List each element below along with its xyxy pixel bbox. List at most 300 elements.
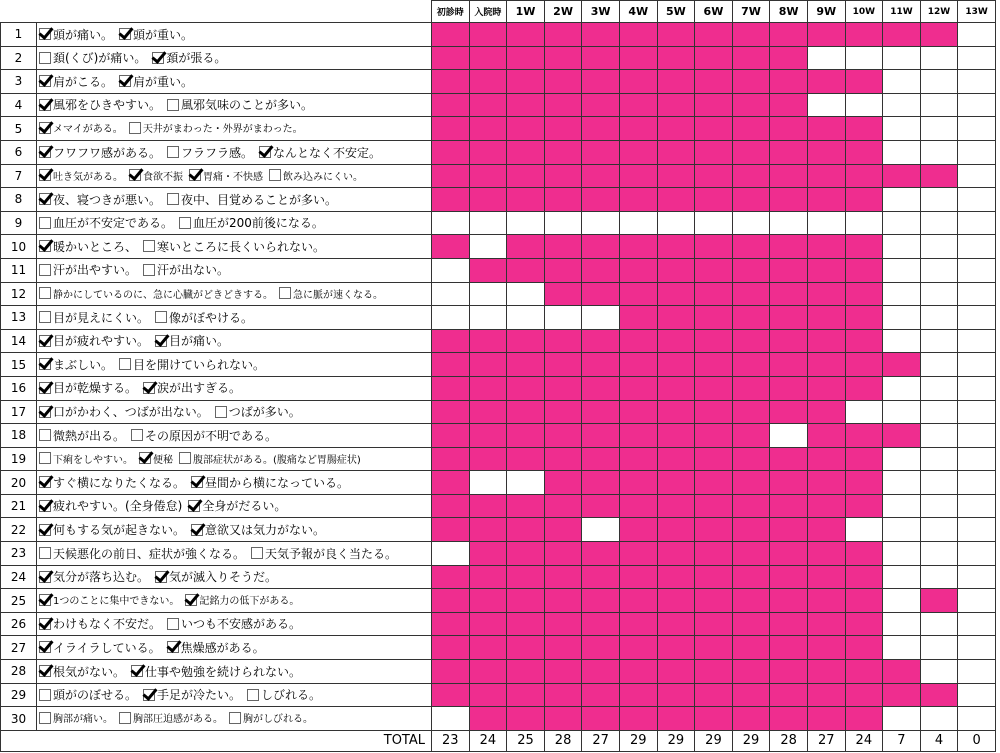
- symptom-absent-cell: [958, 589, 996, 613]
- symptom-present-cell: [807, 683, 845, 707]
- symptom-absent-cell: [432, 258, 470, 282]
- symptom-present-cell: [544, 400, 582, 424]
- symptom-present-cell: [469, 164, 507, 188]
- symptom-item: [189, 168, 263, 183]
- symptom-item: [39, 214, 173, 231]
- symptom-present-cell: [432, 376, 470, 400]
- symptom-absent-cell: [657, 211, 695, 235]
- symptom-present-cell: [544, 23, 582, 47]
- symptom-row: [1, 23, 996, 47]
- symptom-present-cell: [582, 707, 620, 731]
- checked-checkbox[interactable]: [39, 524, 51, 536]
- symptom-present-cell: [845, 683, 883, 707]
- symptom-present-cell: [432, 636, 470, 660]
- symptom-absent-cell: [920, 565, 958, 589]
- checked-checkbox[interactable]: [39, 99, 51, 111]
- symptom-present-cell: [695, 306, 733, 330]
- symptom-present-cell: [807, 612, 845, 636]
- symptom-present-cell: [544, 188, 582, 212]
- symptom-label: 汗が出やすい。: [53, 263, 138, 278]
- checked-checkbox[interactable]: [39, 476, 51, 488]
- symptom-item: [39, 403, 209, 420]
- symptom-cell: [37, 612, 432, 636]
- checked-checkbox[interactable]: [143, 382, 155, 394]
- symptom-present-cell: [469, 683, 507, 707]
- unchecked-checkbox[interactable]: [167, 99, 179, 111]
- symptom-present-cell: [807, 329, 845, 353]
- checked-checkbox[interactable]: [39, 146, 51, 158]
- symptom-present-cell: [619, 306, 657, 330]
- checked-checkbox[interactable]: [139, 452, 151, 464]
- symptom-present-cell: [770, 471, 808, 495]
- unchecked-checkbox[interactable]: [119, 712, 131, 724]
- symptom-present-cell: [507, 376, 545, 400]
- symptom-absent-cell: [432, 211, 470, 235]
- total-value: 0: [958, 730, 996, 751]
- symptom-row: [1, 117, 996, 141]
- symptom-row: [1, 683, 996, 707]
- symptom-present-cell: [432, 471, 470, 495]
- checked-checkbox[interactable]: [39, 335, 51, 347]
- symptom-label: 焦燥感がある。: [180, 640, 265, 655]
- symptom-absent-cell: [883, 211, 921, 235]
- symptom-absent-cell: [920, 494, 958, 518]
- symptom-label: フラフラ感。: [181, 145, 254, 160]
- symptom-present-cell: [507, 46, 545, 70]
- unchecked-checkbox[interactable]: [131, 429, 143, 441]
- symptom-present-cell: [469, 376, 507, 400]
- total-value: 23: [432, 730, 470, 751]
- checked-checkbox[interactable]: [167, 641, 179, 653]
- symptom-present-cell: [695, 70, 733, 94]
- checked-checkbox[interactable]: [39, 382, 51, 394]
- checked-checkbox[interactable]: [189, 169, 201, 181]
- symptom-present-cell: [582, 636, 620, 660]
- symptom-present-cell: [544, 589, 582, 613]
- unchecked-checkbox[interactable]: [229, 712, 241, 724]
- symptom-cell: [37, 424, 432, 448]
- symptom-item: [39, 238, 137, 255]
- symptom-item: [39, 191, 161, 208]
- symptom-absent-cell: [883, 235, 921, 259]
- symptom-label: 頚が張る。: [166, 51, 227, 66]
- unchecked-checkbox[interactable]: [247, 689, 259, 701]
- symptom-label: 汗が出ない。: [157, 263, 230, 278]
- unchecked-checkbox[interactable]: [167, 193, 179, 205]
- symptom-present-cell: [770, 683, 808, 707]
- symptom-absent-cell: [958, 282, 996, 306]
- checked-checkbox[interactable]: [39, 122, 51, 134]
- symptom-present-cell: [695, 140, 733, 164]
- symptom-present-cell: [507, 683, 545, 707]
- unchecked-checkbox[interactable]: [179, 452, 191, 464]
- symptom-present-cell: [695, 471, 733, 495]
- symptom-present-cell: [619, 353, 657, 377]
- symptom-present-cell: [845, 612, 883, 636]
- symptom-present-cell: [544, 164, 582, 188]
- row-number: 12: [1, 282, 37, 306]
- checked-checkbox[interactable]: [185, 594, 197, 606]
- symptom-row: [1, 494, 996, 518]
- row-number: 9: [1, 211, 37, 235]
- symptom-present-cell: [807, 400, 845, 424]
- unchecked-checkbox[interactable]: [167, 618, 179, 630]
- symptom-item: [119, 710, 223, 725]
- unchecked-checkbox[interactable]: [39, 217, 51, 229]
- symptom-present-cell: [845, 447, 883, 471]
- symptom-absent-cell: [920, 329, 958, 353]
- symptom-label: 目が疲れやすい。: [53, 334, 150, 349]
- symptom-row: [1, 376, 996, 400]
- symptom-present-cell: [432, 353, 470, 377]
- symptom-absent-cell: [958, 518, 996, 542]
- symptom-present-cell: [657, 376, 695, 400]
- unchecked-checkbox[interactable]: [129, 122, 141, 134]
- symptom-cell: [37, 565, 432, 589]
- symptom-row: [1, 140, 996, 164]
- row-number: 25: [1, 589, 37, 613]
- checked-checkbox[interactable]: [39, 193, 51, 205]
- checked-checkbox[interactable]: [39, 665, 51, 677]
- checked-checkbox[interactable]: [188, 500, 200, 512]
- unchecked-checkbox[interactable]: [279, 287, 291, 299]
- checked-checkbox[interactable]: [39, 75, 51, 87]
- symptom-present-cell: [807, 23, 845, 47]
- symptom-present-cell: [845, 140, 883, 164]
- unchecked-checkbox[interactable]: [179, 217, 191, 229]
- symptom-present-cell: [770, 329, 808, 353]
- symptom-present-cell: [695, 612, 733, 636]
- unchecked-checkbox[interactable]: [251, 547, 263, 559]
- header-blank: [37, 1, 432, 23]
- symptom-label: 目が痛い。: [169, 334, 230, 349]
- symptom-present-cell: [657, 660, 695, 684]
- symptom-present-cell: [469, 258, 507, 282]
- symptom-row: [1, 329, 996, 353]
- symptom-absent-cell: [920, 211, 958, 235]
- unchecked-checkbox[interactable]: [39, 429, 51, 441]
- unchecked-checkbox[interactable]: [215, 406, 227, 418]
- symptom-present-cell: [807, 518, 845, 542]
- week-header: 3W: [582, 1, 620, 23]
- symptom-label: 頚(くび)が痛い。: [53, 51, 147, 66]
- checked-checkbox[interactable]: [155, 571, 167, 583]
- symptom-absent-cell: [920, 447, 958, 471]
- symptom-present-cell: [619, 140, 657, 164]
- symptom-present-cell: [732, 707, 770, 731]
- symptom-absent-cell: [920, 306, 958, 330]
- checked-checkbox[interactable]: [155, 335, 167, 347]
- row-number: 17: [1, 400, 37, 424]
- symptom-present-cell: [732, 636, 770, 660]
- symptom-row: [1, 565, 996, 589]
- symptom-absent-cell: [883, 565, 921, 589]
- symptom-label: 胸部圧迫感がある。: [133, 714, 223, 726]
- unchecked-checkbox[interactable]: [39, 311, 51, 323]
- symptom-present-cell: [883, 353, 921, 377]
- symptom-present-cell: [770, 707, 808, 731]
- symptom-present-cell: [807, 376, 845, 400]
- symptom-present-cell: [432, 612, 470, 636]
- symptom-present-cell: [732, 70, 770, 94]
- symptom-present-cell: [619, 589, 657, 613]
- checked-checkbox[interactable]: [39, 406, 51, 418]
- symptom-present-cell: [657, 235, 695, 259]
- symptom-present-cell: [770, 140, 808, 164]
- symptom-present-cell: [432, 400, 470, 424]
- symptom-label: 便秘: [153, 454, 173, 466]
- symptom-present-cell: [582, 70, 620, 94]
- symptom-absent-cell: [883, 447, 921, 471]
- symptom-label: 下痢をしやすい。: [53, 454, 133, 466]
- symptom-label: すぐ横になりたくなる。: [53, 475, 186, 490]
- symptom-present-cell: [695, 494, 733, 518]
- symptom-present-cell: [469, 70, 507, 94]
- symptom-item: [39, 497, 182, 514]
- symptom-present-cell: [845, 353, 883, 377]
- symptom-present-cell: [732, 258, 770, 282]
- symptom-present-cell: [770, 117, 808, 141]
- symptom-present-cell: [657, 471, 695, 495]
- symptom-absent-cell: [582, 518, 620, 542]
- unchecked-checkbox[interactable]: [143, 264, 155, 276]
- symptom-item: [279, 286, 383, 301]
- symptom-absent-cell: [883, 258, 921, 282]
- symptom-present-cell: [507, 542, 545, 566]
- symptom-present-cell: [695, 282, 733, 306]
- symptom-present-cell: [432, 494, 470, 518]
- symptom-present-cell: [807, 164, 845, 188]
- symptom-present-cell: [807, 494, 845, 518]
- symptom-cell: [37, 306, 432, 330]
- symptom-present-cell: [657, 23, 695, 47]
- checked-checkbox[interactable]: [131, 665, 143, 677]
- checked-checkbox[interactable]: [259, 146, 271, 158]
- total-value: 29: [657, 730, 695, 751]
- unchecked-checkbox[interactable]: [39, 712, 51, 724]
- checked-checkbox[interactable]: [39, 641, 51, 653]
- symptom-absent-cell: [958, 23, 996, 47]
- checked-checkbox[interactable]: [39, 500, 51, 512]
- unchecked-checkbox[interactable]: [167, 146, 179, 158]
- symptom-present-cell: [770, 542, 808, 566]
- unchecked-checkbox[interactable]: [39, 689, 51, 701]
- checked-checkbox[interactable]: [39, 618, 51, 630]
- symptom-label: 急に脈が速くなる。: [293, 289, 383, 301]
- symptom-label: いつも不安感がある。: [181, 617, 302, 632]
- symptom-present-cell: [807, 353, 845, 377]
- total-value: 4: [920, 730, 958, 751]
- symptom-label: メマイがある。: [53, 124, 123, 136]
- symptom-present-cell: [507, 636, 545, 660]
- checked-checkbox[interactable]: [129, 169, 141, 181]
- symptom-cell: [37, 282, 432, 306]
- symptom-absent-cell: [507, 282, 545, 306]
- symptom-absent-cell: [432, 542, 470, 566]
- symptom-item: [247, 686, 321, 703]
- symptom-absent-cell: [958, 400, 996, 424]
- symptom-cell: [37, 235, 432, 259]
- total-value: 24: [845, 730, 883, 751]
- row-number: 29: [1, 683, 37, 707]
- unchecked-checkbox[interactable]: [39, 287, 51, 299]
- symptom-label: 意欲又は気力がない。: [205, 523, 326, 538]
- symptom-present-cell: [507, 494, 545, 518]
- symptom-absent-cell: [958, 707, 996, 731]
- symptom-cell: [37, 683, 432, 707]
- symptom-present-cell: [770, 306, 808, 330]
- symptom-absent-cell: [507, 471, 545, 495]
- symptom-cell: [37, 447, 432, 471]
- symptom-present-cell: [469, 188, 507, 212]
- symptom-cell: [37, 140, 432, 164]
- symptom-present-cell: [845, 258, 883, 282]
- symptom-present-cell: [619, 23, 657, 47]
- symptom-absent-cell: [619, 211, 657, 235]
- row-number: 20: [1, 471, 37, 495]
- symptom-present-cell: [507, 329, 545, 353]
- symptom-present-cell: [469, 117, 507, 141]
- checked-checkbox[interactable]: [191, 524, 203, 536]
- symptom-row: [1, 447, 996, 471]
- symptom-present-cell: [845, 471, 883, 495]
- symptom-cell: [37, 188, 432, 212]
- checked-checkbox[interactable]: [119, 75, 131, 87]
- symptom-present-cell: [695, 23, 733, 47]
- symptom-present-cell: [432, 424, 470, 448]
- symptom-present-cell: [657, 683, 695, 707]
- row-number: 18: [1, 424, 37, 448]
- checked-checkbox[interactable]: [39, 571, 51, 583]
- symptom-item: [167, 615, 301, 632]
- symptom-present-cell: [732, 282, 770, 306]
- symptom-present-cell: [544, 282, 582, 306]
- week-header: 4W: [619, 1, 657, 23]
- symptom-label: 涙が出すぎる。: [157, 381, 242, 396]
- unchecked-checkbox[interactable]: [39, 547, 51, 559]
- symptom-cell: [37, 93, 432, 117]
- symptom-present-cell: [469, 93, 507, 117]
- checked-checkbox[interactable]: [39, 594, 51, 606]
- unchecked-checkbox[interactable]: [39, 264, 51, 276]
- symptom-present-cell: [469, 400, 507, 424]
- symptom-cell: [37, 46, 432, 70]
- symptom-item: [167, 96, 313, 113]
- symptom-absent-cell: [920, 471, 958, 495]
- symptom-cell: [37, 542, 432, 566]
- symptom-item: [39, 379, 137, 396]
- checked-checkbox[interactable]: [39, 28, 51, 40]
- total-value: 29: [732, 730, 770, 751]
- row-number: 6: [1, 140, 37, 164]
- symptom-present-cell: [619, 447, 657, 471]
- symptom-present-cell: [732, 188, 770, 212]
- symptom-present-cell: [544, 93, 582, 117]
- row-number: 30: [1, 707, 37, 731]
- unchecked-checkbox[interactable]: [143, 240, 155, 252]
- unchecked-checkbox[interactable]: [39, 452, 51, 464]
- checked-checkbox[interactable]: [39, 358, 51, 370]
- symptom-absent-cell: [958, 542, 996, 566]
- week-header: 入院時: [469, 1, 507, 23]
- symptom-present-cell: [657, 93, 695, 117]
- unchecked-checkbox[interactable]: [119, 358, 131, 370]
- row-number: 24: [1, 565, 37, 589]
- symptom-present-cell: [582, 188, 620, 212]
- symptom-absent-cell: [958, 70, 996, 94]
- symptom-present-cell: [544, 447, 582, 471]
- symptom-present-cell: [657, 140, 695, 164]
- row-number: 14: [1, 329, 37, 353]
- symptom-present-cell: [920, 23, 958, 47]
- unchecked-checkbox[interactable]: [155, 311, 167, 323]
- symptom-present-cell: [619, 93, 657, 117]
- symptom-item: [215, 403, 301, 420]
- symptom-present-cell: [807, 235, 845, 259]
- total-value: 27: [582, 730, 620, 751]
- symptom-cell: [37, 70, 432, 94]
- symptom-present-cell: [770, 46, 808, 70]
- row-number: 7: [1, 164, 37, 188]
- symptom-present-cell: [807, 565, 845, 589]
- checked-checkbox[interactable]: [143, 689, 155, 701]
- symptom-label: 目が見えにくい。: [53, 310, 150, 325]
- symptom-present-cell: [582, 93, 620, 117]
- symptom-absent-cell: [958, 235, 996, 259]
- symptom-absent-cell: [920, 117, 958, 141]
- symptom-label: 像がぼやける。: [169, 310, 254, 325]
- checked-checkbox[interactable]: [39, 169, 51, 181]
- symptom-absent-cell: [469, 306, 507, 330]
- symptom-present-cell: [507, 235, 545, 259]
- symptom-present-cell: [469, 518, 507, 542]
- symptom-present-cell: [582, 565, 620, 589]
- symptom-present-cell: [695, 376, 733, 400]
- checked-checkbox[interactable]: [191, 476, 203, 488]
- symptom-present-cell: [619, 46, 657, 70]
- symptom-item: [39, 96, 161, 113]
- total-value: 27: [807, 730, 845, 751]
- symptom-label: 胸がしびれる。: [243, 714, 313, 726]
- symptom-present-cell: [732, 494, 770, 518]
- symptom-absent-cell: [920, 424, 958, 448]
- symptom-label: 根気がない。: [53, 664, 126, 679]
- checked-checkbox[interactable]: [152, 52, 164, 64]
- symptom-present-cell: [770, 282, 808, 306]
- symptom-item: [39, 639, 161, 656]
- symptom-item: [139, 451, 173, 466]
- symptom-present-cell: [732, 140, 770, 164]
- checked-checkbox[interactable]: [119, 28, 131, 40]
- symptom-present-cell: [732, 589, 770, 613]
- symptom-absent-cell: [920, 542, 958, 566]
- checked-checkbox[interactable]: [39, 240, 51, 252]
- symptom-absent-cell: [920, 235, 958, 259]
- symptom-absent-cell: [883, 282, 921, 306]
- symptom-absent-cell: [883, 46, 921, 70]
- symptom-label: 1つのことに集中できない。: [53, 596, 180, 608]
- symptom-absent-cell: [432, 282, 470, 306]
- week-header: 1W: [507, 1, 545, 23]
- symptom-present-cell: [657, 400, 695, 424]
- symptom-present-cell: [657, 565, 695, 589]
- unchecked-checkbox[interactable]: [39, 52, 51, 64]
- symptom-label: 食欲不振: [143, 171, 183, 183]
- unchecked-checkbox[interactable]: [269, 169, 281, 181]
- symptom-item: [39, 73, 113, 90]
- symptom-present-cell: [732, 542, 770, 566]
- symptom-cell: [37, 23, 432, 47]
